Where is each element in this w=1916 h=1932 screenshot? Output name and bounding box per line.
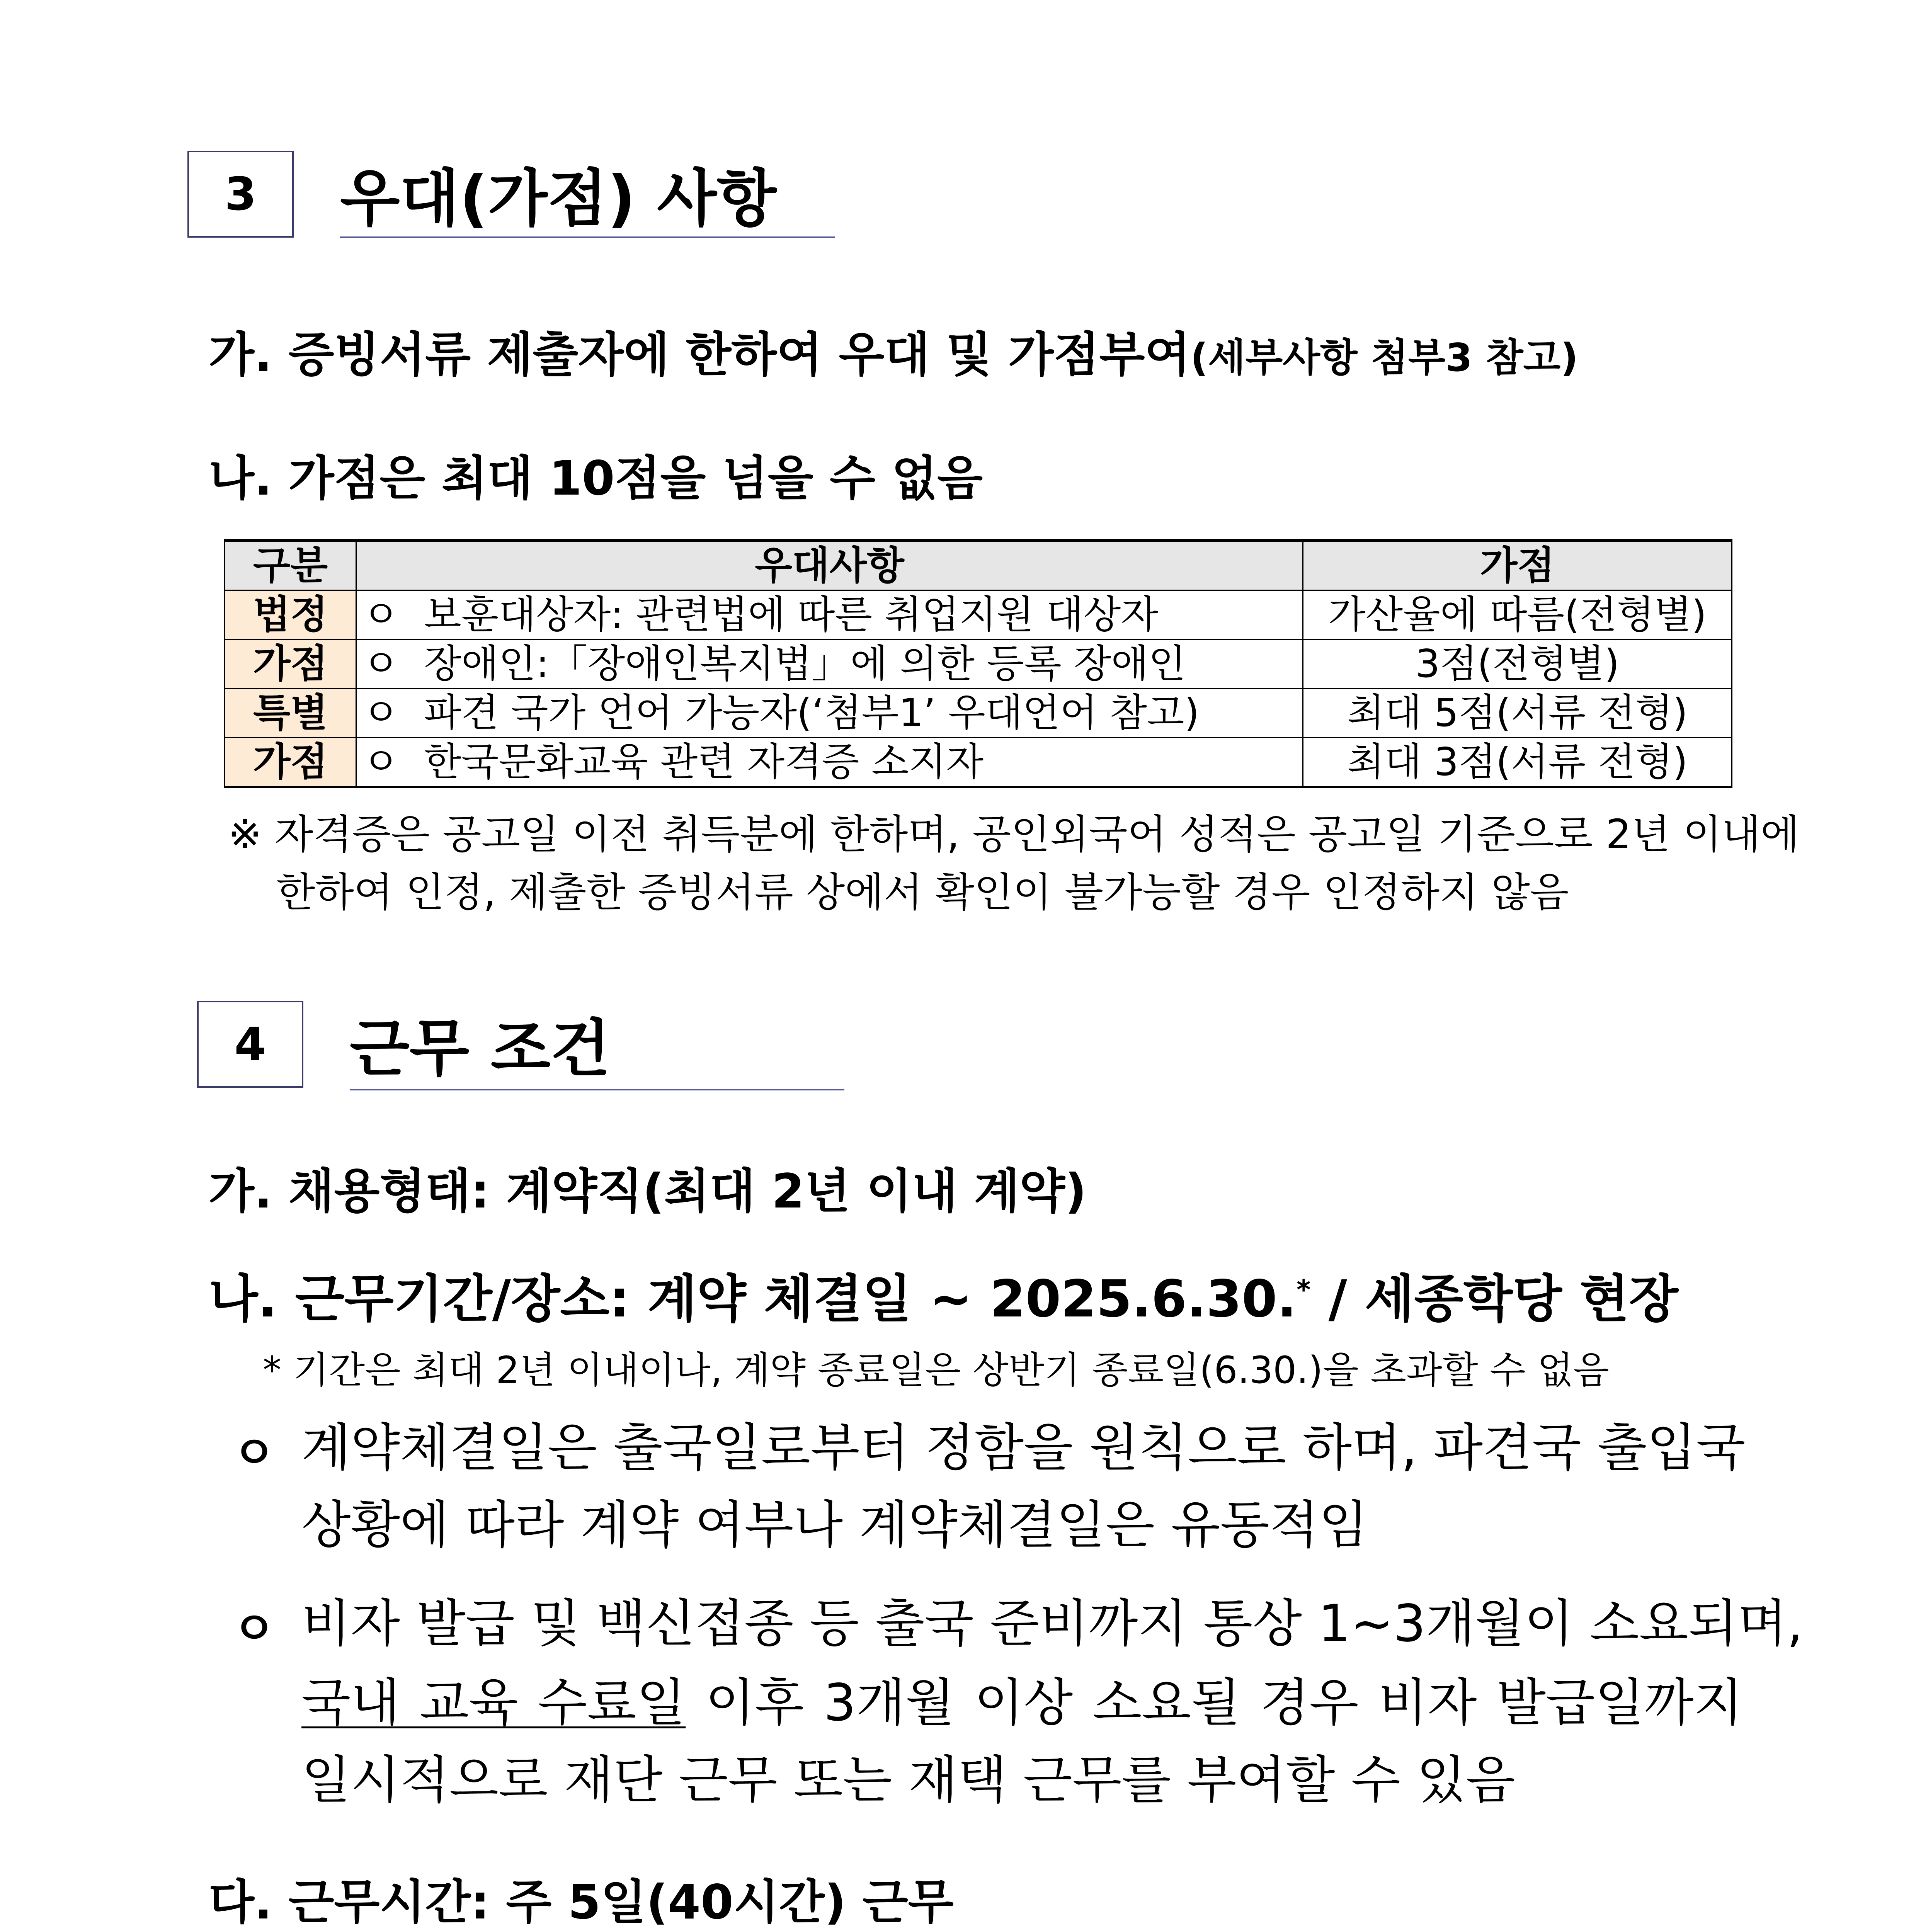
visa-text-line3: 일시적으로 재단 근무 또는 재택 근무를 부여할 수 있음 xyxy=(301,1750,1515,1810)
table-category-cell: 가점 xyxy=(225,639,356,689)
work-period-footnote: * 기간은 최대 2년 이내이나, 계약 종료일은 상반기 종료일(6.30.)을 초과할 수 없음 xyxy=(263,1349,1609,1392)
preference-item-b: 나. 가점은 최대 10점을 넘을 수 없음 xyxy=(209,451,983,506)
work-period-text: 나. 근무기간/장소: 계약 체결일 ~ 2025.6.30. xyxy=(209,1269,1297,1329)
contract-date-text-line2: 상황에 따라 계약 여부나 계약체결일은 유동적임 xyxy=(301,1495,1368,1555)
visa-text-line1: 비자 발급 및 백신접종 등 출국 준비까지 통상 1~3개월이 소요되며, xyxy=(301,1594,1803,1653)
table-row xyxy=(225,738,1732,787)
table-item-cell: ㅇ 한국문화교육 관련 자격증 소지자 xyxy=(356,738,1303,787)
section-title-underline xyxy=(340,236,835,238)
work-item-a: 가. 채용형태: 계약직(최대 2년 이내 계약) xyxy=(209,1164,1087,1219)
table-points-cell: 최대 5점(서류 전형) xyxy=(1303,689,1732,738)
table-item-cell: ㅇ 보훈대상자: 관련법에 따른 취업지원 대상자 xyxy=(356,590,1303,639)
table-row xyxy=(225,639,1732,689)
work-place-text: / 세종학당 현장 xyxy=(1310,1269,1678,1329)
preference-item-a-note: (세부사항 첨부3 참고) xyxy=(1190,335,1578,380)
preference-item-a xyxy=(209,317,1578,384)
section-title-underline xyxy=(350,1089,844,1090)
footnote-marker: * xyxy=(1297,1274,1311,1306)
table-points-cell: 최대 3점(서류 전형) xyxy=(1303,738,1732,787)
training-completion-date-text: 국내 교육 수료일 xyxy=(301,1673,686,1733)
section-number-box: 4 xyxy=(197,1001,303,1088)
table-header-category: 구분 xyxy=(225,541,356,590)
table-category-cell: 특별 xyxy=(225,689,356,738)
section-title: 근무 조건 xyxy=(350,1012,610,1085)
bullet-mark: ㅇ xyxy=(232,1602,276,1655)
work-item-c: 다. 근무시간: 주 5일(40시간) 근무 xyxy=(209,1875,954,1930)
work-item-b xyxy=(209,1258,1678,1331)
table-header-points: 가점 xyxy=(1303,541,1732,590)
table-points-cell: 가산율에 따름(전형별) xyxy=(1303,590,1732,639)
qualification-note-line2: 한하여 인정, 제출한 증빙서류 상에서 확인이 불가능할 경우 인정하지 않음 xyxy=(276,869,1569,916)
table-row xyxy=(225,590,1732,639)
table-category-cell: 법정 xyxy=(225,590,356,639)
section-number-box: 3 xyxy=(187,151,294,238)
table-item-cell: ㅇ 파견 국가 언어 가능자(‘첨부1’ 우대언어 참고) xyxy=(356,689,1303,738)
contract-date-text-line1: 계약체결일은 출국일로부터 정함을 원칙으로 하며, 파견국 출입국 xyxy=(301,1418,1746,1478)
bullet-mark: ㅇ xyxy=(232,1426,276,1480)
section-title: 우대(가점) 사항 xyxy=(340,162,777,235)
table-item-cell: ㅇ 장애인:「장애인복지법」에 의한 등록 장애인 xyxy=(356,639,1303,689)
table-header-row xyxy=(225,541,1732,590)
table-header-item: 우대사항 xyxy=(356,541,1303,590)
visa-text-line2: 국내 교육 수료일 이후 3개월 이상 소요될 경우 비자 발급일까지 xyxy=(301,1673,1743,1733)
table-points-cell: 3점(전형별) xyxy=(1303,639,1732,689)
table-row xyxy=(225,689,1732,738)
preference-item-a-text: 가. 증빙서류 제출자에 한하여 우대 및 가점부여 xyxy=(209,327,1191,382)
qualification-note-line1: ※ 자격증은 공고일 이전 취득분에 한하며, 공인외국어 성적은 공고일 기준으로 2년 이내에 xyxy=(228,811,1800,858)
preference-table xyxy=(224,539,1732,788)
table-category-cell: 가점 xyxy=(225,738,356,787)
